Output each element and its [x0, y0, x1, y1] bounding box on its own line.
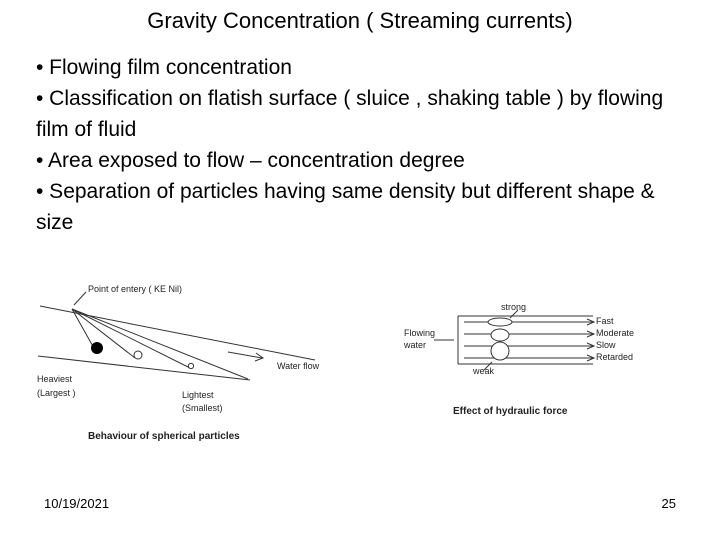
lightest-sub-label: (Smallest)	[182, 403, 223, 413]
flowing-label: Flowing	[404, 328, 436, 338]
spherical-particles-diagram	[30, 272, 360, 452]
flow-line	[72, 309, 135, 358]
oval-particle	[491, 329, 509, 341]
water-flow-arrow	[228, 352, 262, 358]
left-figure-caption: Behaviour of spherical particles	[88, 431, 240, 442]
moderate-label: Moderate	[596, 328, 635, 338]
right-figure-caption: Effect of hydraulic force	[453, 406, 568, 417]
entry-pointer	[74, 292, 86, 305]
bullet-item: • Flowing film concentration	[36, 56, 292, 79]
heaviest-sub-label: (Largest )	[37, 388, 76, 398]
water-flow-label: Water flow	[277, 361, 320, 371]
flow-line	[72, 309, 190, 368]
heaviest-particle	[91, 342, 103, 354]
weak-label: weak	[473, 366, 495, 376]
slide-title: Gravity Concentration ( Streaming currents)	[147, 8, 573, 33]
slide-date: 10/19/2021	[44, 496, 110, 511]
water-label: water	[404, 340, 427, 350]
strong-label: strong	[501, 302, 527, 312]
medium-particle	[134, 351, 142, 359]
lightest-label: Lightest	[182, 390, 214, 400]
bullet-list	[36, 52, 686, 238]
slow-label: Slow	[596, 340, 616, 350]
retarded-label: Retarded	[596, 352, 634, 362]
lightest-particle	[188, 363, 193, 368]
hydraulic-force-diagram	[398, 296, 678, 426]
bullet-item: • Separation of particles having same density but different shape & size	[36, 180, 655, 234]
bullet-item: • Area exposed to flow – concentration degree	[36, 149, 465, 172]
fast-label: Fast	[596, 316, 614, 326]
heaviest-label: Heaviest	[37, 374, 73, 384]
bullet-item: • Classification on flatish surface ( sluice , shaking table ) by flowing film of fluid	[36, 87, 664, 141]
point-of-entry-label: Point of entery ( KE Nil)	[88, 284, 183, 294]
page-number: 25	[661, 496, 676, 511]
round-particle	[491, 342, 509, 360]
flat-particle	[488, 318, 512, 326]
